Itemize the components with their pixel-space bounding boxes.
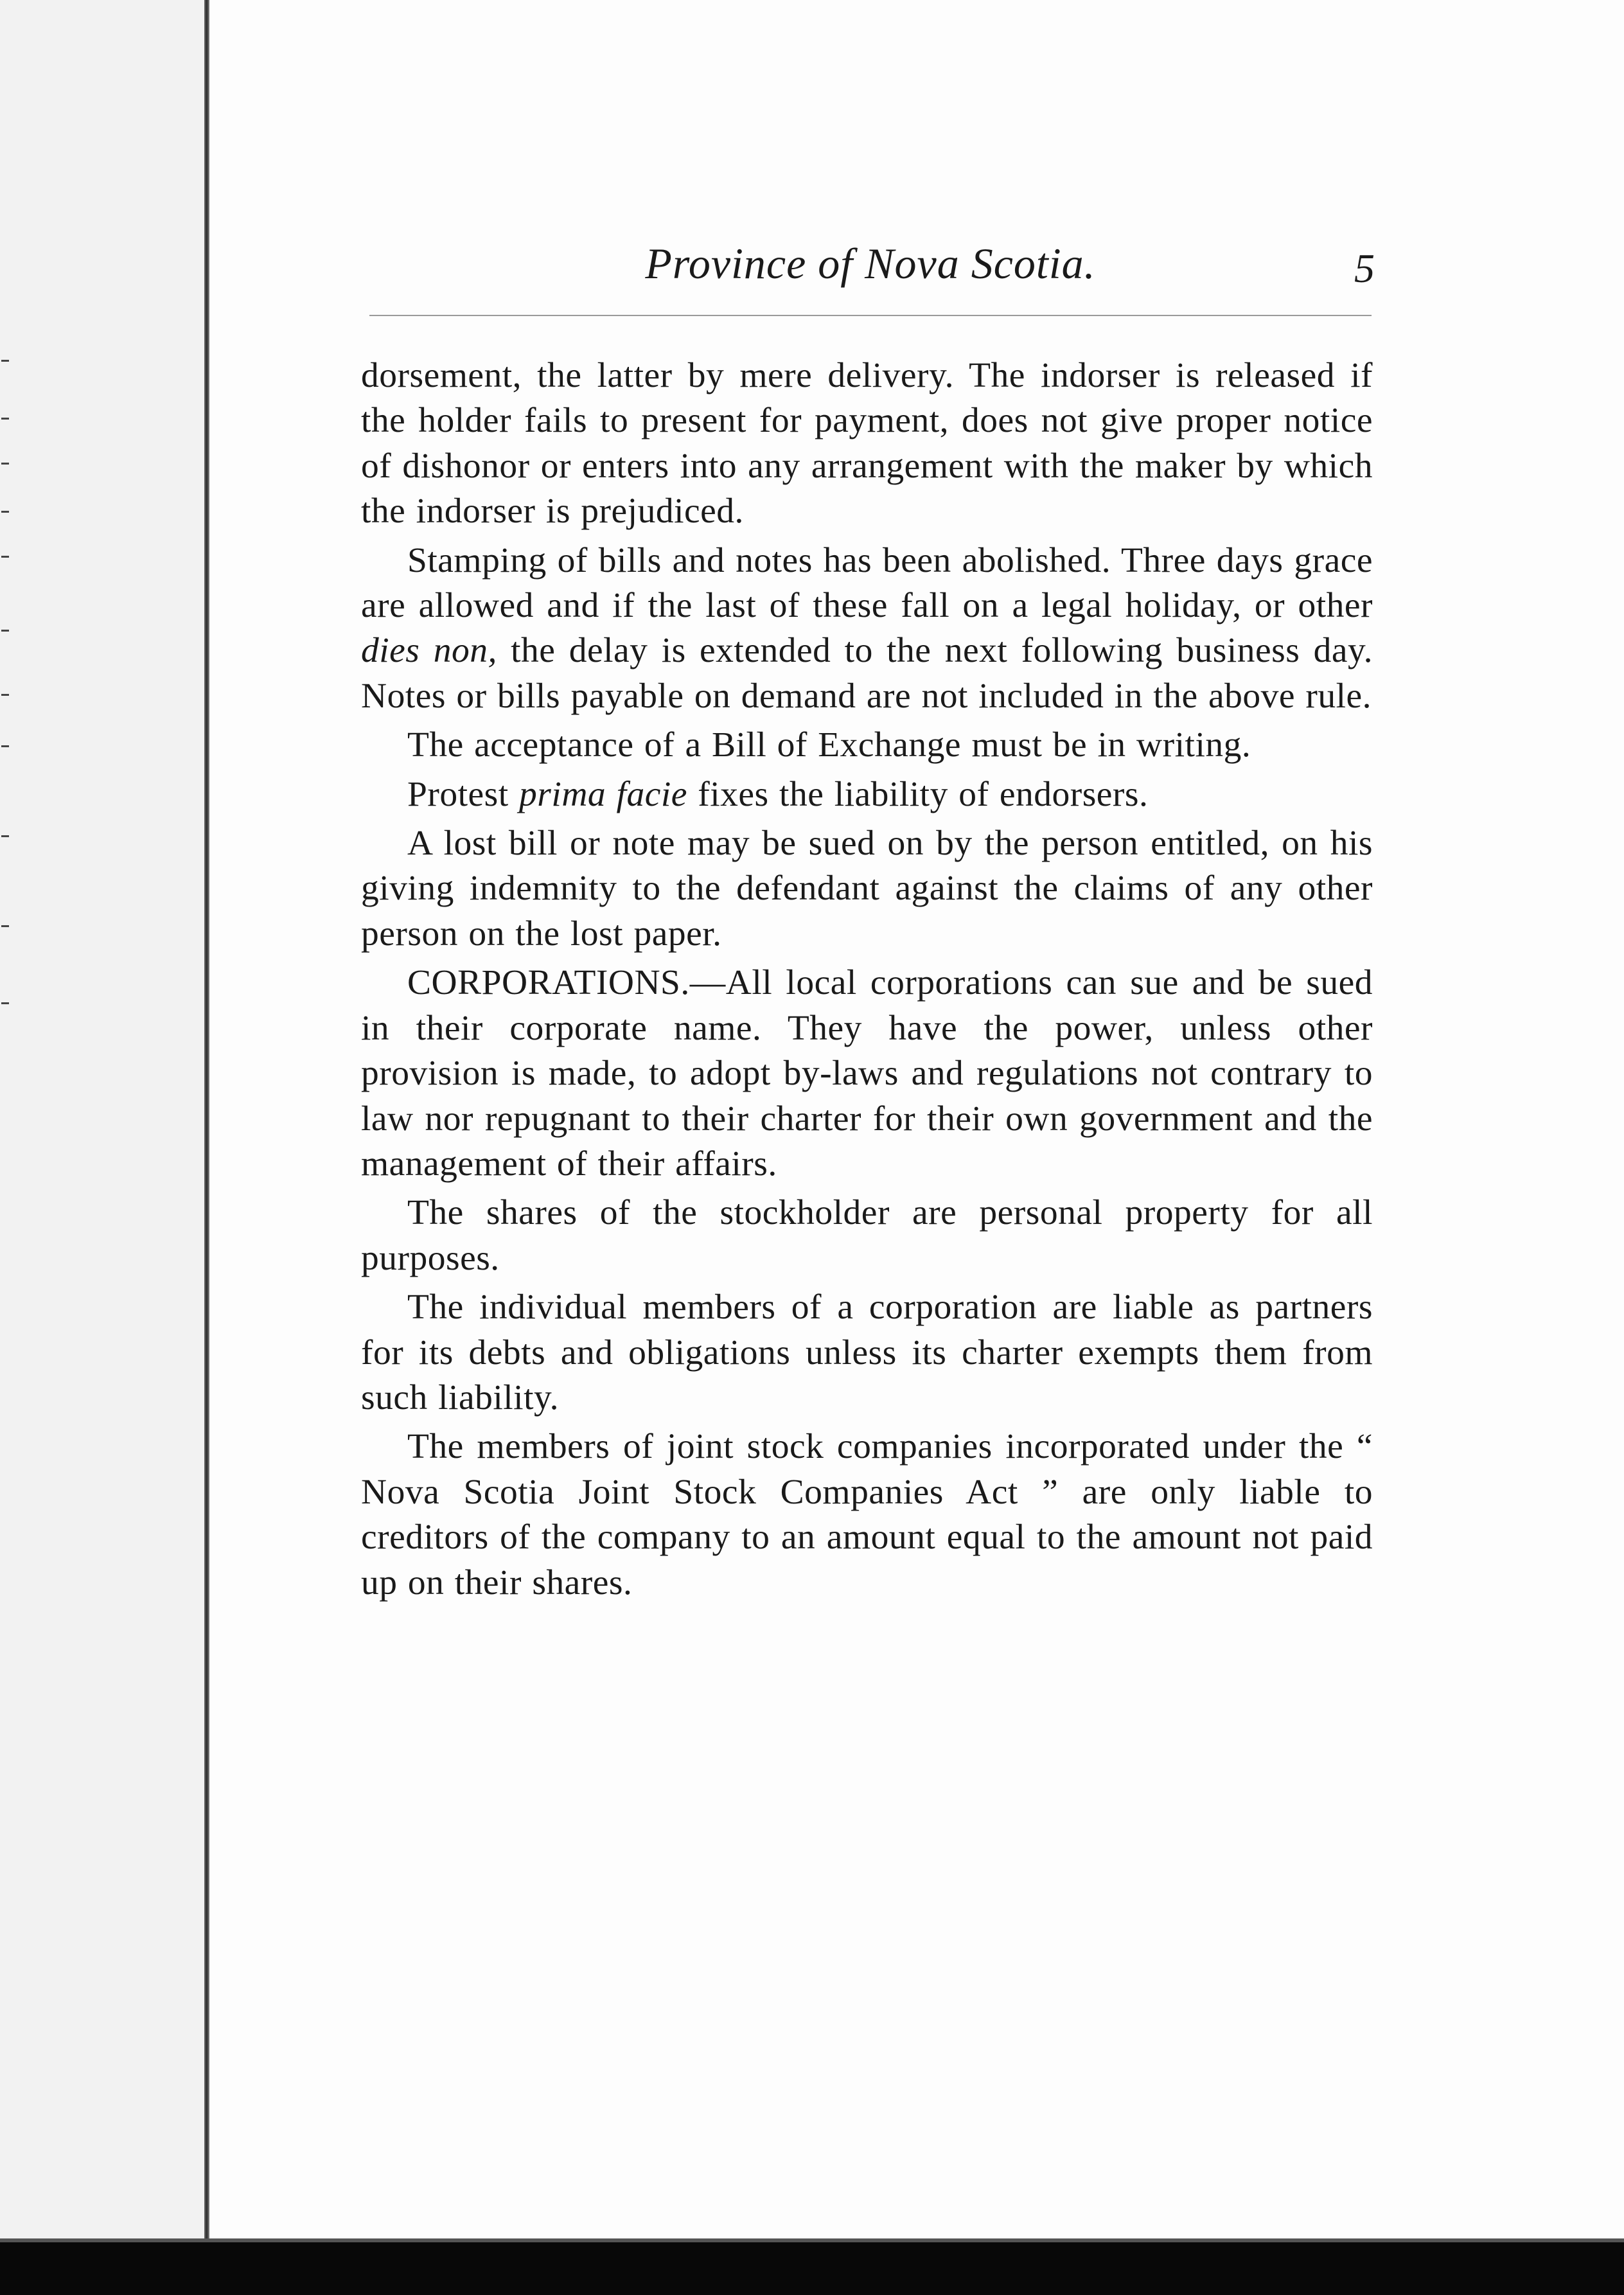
paragraph-corporations xyxy=(361,961,1373,1187)
paragraph-stamping xyxy=(361,538,1373,720)
paragraph-text: fixes the liability of endorsers. xyxy=(687,774,1149,814)
section-heading: CORPORATIONS. xyxy=(407,963,690,1003)
paragraph-text: The members of joint stock companies incorporated under the “ Nova Scotia Joint Stock Companies Act ” are only liable to creditors of the company to an amount equal to the amount not paid up on their shares. xyxy=(361,1427,1373,1602)
paragraph-text: Stamping of bills and notes has been abolished. Three days grace are allowed and if the last of these fall on a legal holiday, or other xyxy=(361,540,1373,626)
paragraph-text: —All local corporations can sue and be sued in their corporate name. They have the power, unless other provision is made, to adopt by-laws and regulations not contrary to law nor repugnant to their charter for their own government and the management of their affairs. xyxy=(361,963,1373,1183)
left-page-gutter xyxy=(0,0,207,2242)
paragraph-text: dorsement, the latter by mere delivery. The indorser is released if the holder fails to present for payment, does not give proper notice of dishonor or enters into any arrangement with the maker by which the indorser is prejudiced. xyxy=(361,356,1373,531)
paragraph-text: Protest xyxy=(407,774,520,814)
paragraph-shares xyxy=(361,1191,1373,1281)
page-body xyxy=(361,353,1373,1606)
header-rule xyxy=(369,315,1372,316)
paragraph-text: The acceptance of a Bill of Exchange must be in writing. xyxy=(407,725,1251,765)
book-spine-edge xyxy=(204,0,209,2242)
paragraph-indorsement xyxy=(361,353,1373,535)
scan-bottom-border xyxy=(0,2242,1624,2295)
running-header xyxy=(366,228,1375,299)
running-head-title: Province of Nova Scotia. xyxy=(645,239,1096,288)
paragraph-acceptance xyxy=(361,723,1373,768)
paragraph-text: The shares of the stockholder are personal property for all purposes. xyxy=(361,1193,1373,1278)
paragraph-lost-bill xyxy=(361,821,1373,957)
paragraph-text: The individual members of a corporation are liable as partners for its debts and obligations unless its charter exempts them from such liability. xyxy=(361,1288,1373,1417)
paragraph-text: A lost bill or note may be sued on by the person entitled, on his giving indemnity to the defendant against the claims of any other person on the lost paper. xyxy=(361,824,1373,953)
page-number: 5 xyxy=(1354,245,1375,291)
facing-page-edge-marks xyxy=(0,360,15,1079)
paragraph-protest xyxy=(361,772,1373,817)
paragraph-text: the delay is extended to the next following business day. Notes or bills payable on demand are not included in the above rule. xyxy=(361,631,1373,716)
paragraph-joint-stock xyxy=(361,1424,1373,1606)
italic-latin-term: dies non, xyxy=(361,631,497,671)
italic-latin-term: prima facie xyxy=(519,774,687,814)
paragraph-individual-members xyxy=(361,1285,1373,1421)
